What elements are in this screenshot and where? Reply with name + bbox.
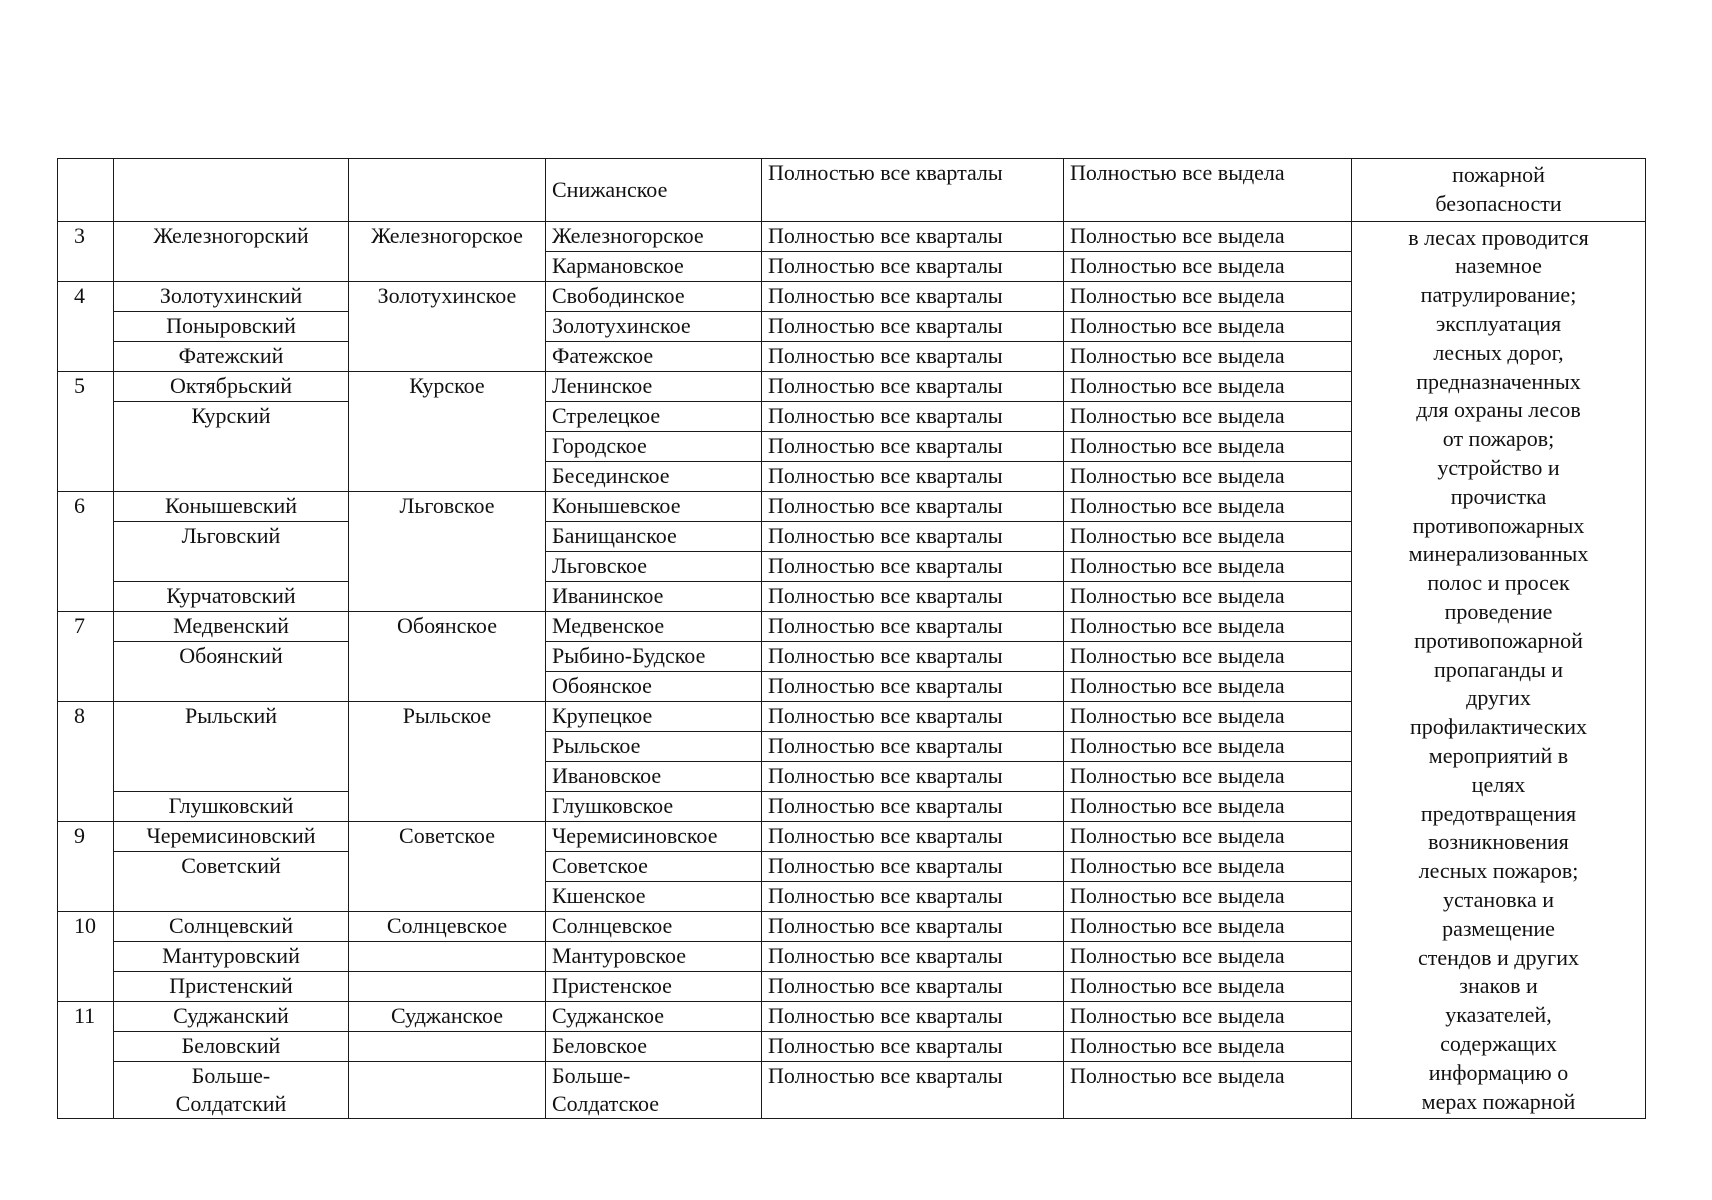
forestry-cell <box>349 1062 546 1119</box>
quarters-cell: Полностью все кварталы <box>762 972 1064 1002</box>
quarters-cell: Полностью все кварталы <box>762 281 1064 311</box>
notes-line: знаков и <box>1459 973 1538 999</box>
quarters-cell: Полностью все кварталы <box>762 431 1064 461</box>
quarters-cell: Полностью все кварталы <box>762 821 1064 851</box>
subforestry-cell: Золотухинское <box>546 311 762 341</box>
subforestry-cell: Медвенское <box>546 611 762 641</box>
subforestry-cell: Ивановское <box>546 761 762 791</box>
subforestry-cell: Конышевское <box>546 491 762 521</box>
district-cell <box>114 1062 349 1119</box>
district-cell: Суджанский <box>114 1002 349 1032</box>
units-cell: Полностью все выдела <box>1064 371 1352 401</box>
subforestry-cell: Беловское <box>546 1032 762 1062</box>
notes-line: стендов и других <box>1418 944 1579 970</box>
notes-line: информацию о <box>1428 1059 1569 1085</box>
district-cell: Медвенский <box>114 611 349 641</box>
units-cell: Полностью все выдела <box>1064 641 1352 671</box>
units-cell: Полностью все выдела <box>1064 791 1352 821</box>
notes-line: полос и просек <box>1427 570 1570 596</box>
forestry-cell <box>349 942 546 972</box>
units-cell: Полностью все выдела <box>1064 671 1352 701</box>
subforestry-cell: Свободинское <box>546 281 762 311</box>
subforestry-cell: Ленинское <box>546 371 762 401</box>
subforestry-line: Больше- <box>552 1063 631 1089</box>
quarters-cell: Полностью все кварталы <box>762 852 1064 882</box>
district-cell: Рыльский <box>114 701 349 791</box>
notes-line: лесных пожаров; <box>1418 858 1579 884</box>
notes-cell <box>1352 221 1646 1119</box>
district-cell <box>114 159 349 222</box>
subforestry-line: Солдатское <box>552 1091 660 1117</box>
district-cell: Поныровский <box>114 311 349 341</box>
notes-line: профилактических <box>1410 714 1587 740</box>
district-cell: Пристенский <box>114 972 349 1002</box>
units-cell: Полностью все выдела <box>1064 761 1352 791</box>
notes-line: от пожаров; <box>1442 426 1555 452</box>
row-number-cell: 9 <box>58 821 114 911</box>
notes-header-line: безопасности <box>1435 190 1562 216</box>
units-cell: Полностью все выдела <box>1064 521 1352 551</box>
quarters-cell: Полностью все кварталы <box>762 611 1064 641</box>
row-number-cell: 3 <box>58 221 114 281</box>
forestry-cell <box>349 972 546 1002</box>
row-number-cell: 7 <box>58 611 114 701</box>
quarters-cell: Полностью все кварталы <box>762 641 1064 671</box>
units-cell: Полностью все выдела <box>1064 551 1352 581</box>
table-row <box>58 159 1646 222</box>
table-body <box>58 159 1646 1119</box>
quarters-cell: Полностью все кварталы <box>762 942 1064 972</box>
quarters-cell: Полностью все кварталы <box>762 371 1064 401</box>
subforestry-cell: Железногорское <box>546 221 762 251</box>
row-number-cell: 8 <box>58 701 114 821</box>
notes-line: лесных дорог, <box>1433 339 1564 365</box>
row-number-cell: 5 <box>58 371 114 491</box>
subforestry-cell: Льговское <box>546 551 762 581</box>
subforestry-cell: Городское <box>546 431 762 461</box>
forestry-cell <box>349 1032 546 1062</box>
subforestry-cell: Кшенское <box>546 882 762 912</box>
subforestry-cell: Черемисиновское <box>546 821 762 851</box>
forestry-cell: Солнцевское <box>349 912 546 942</box>
forestry-cell: Суджанское <box>349 1002 546 1032</box>
quarters-cell: Полностью все кварталы <box>762 1062 1064 1119</box>
forestry-cell <box>349 159 546 222</box>
subforestry-cell: Обоянское <box>546 671 762 701</box>
forestry-cell: Курское <box>349 371 546 491</box>
subforestry-cell: Фатежское <box>546 341 762 371</box>
units-cell: Полностью все выдела <box>1064 431 1352 461</box>
subforestry-cell <box>546 1062 762 1119</box>
notes-line: для охраны лесов <box>1416 397 1581 423</box>
units-cell: Полностью все выдела <box>1064 972 1352 1002</box>
notes-line: возникновения <box>1428 829 1569 855</box>
subforestry-cell: Банищанское <box>546 521 762 551</box>
units-cell: Полностью все выдела <box>1064 491 1352 521</box>
district-line: Солдатский <box>175 1091 287 1117</box>
units-cell: Полностью все выдела <box>1064 159 1352 222</box>
forestry-cell: Советское <box>349 821 546 911</box>
quarters-cell: Полностью все кварталы <box>762 581 1064 611</box>
units-cell: Полностью все выдела <box>1064 731 1352 761</box>
notes-line: противопожарной <box>1414 627 1583 653</box>
notes-line: наземное <box>1455 253 1542 279</box>
notes-line: указателей, <box>1445 1002 1552 1028</box>
units-cell: Полностью все выдела <box>1064 281 1352 311</box>
district-line: Больше- <box>191 1063 271 1089</box>
units-cell: Полностью все выдела <box>1064 251 1352 281</box>
units-cell: Полностью все выдела <box>1064 942 1352 972</box>
district-cell: Черемисиновский <box>114 821 349 851</box>
district-cell: Советский <box>114 852 349 912</box>
notes-header-line: пожарной <box>1452 162 1545 187</box>
subforestry-cell: Крупецкое <box>546 701 762 731</box>
subforestry-cell: Кармановское <box>546 251 762 281</box>
quarters-cell: Полностью все кварталы <box>762 1032 1064 1062</box>
subforestry-cell: Суджанское <box>546 1002 762 1032</box>
forestry-cell: Золотухинское <box>349 281 546 371</box>
subforestry-cell: Глушковское <box>546 791 762 821</box>
subforestry-cell: Мантуровское <box>546 942 762 972</box>
forestry-cell: Обоянское <box>349 611 546 701</box>
units-cell: Полностью все выдела <box>1064 341 1352 371</box>
notes-line: мерах пожарной <box>1421 1088 1576 1114</box>
notes-line: других <box>1466 685 1531 711</box>
district-cell: Курчатовский <box>114 581 349 611</box>
units-cell: Полностью все выдела <box>1064 1032 1352 1062</box>
district-cell: Фатежский <box>114 341 349 371</box>
notes-line: установка и <box>1443 886 1554 912</box>
units-cell: Полностью все выдела <box>1064 221 1352 251</box>
units-cell: Полностью все выдела <box>1064 1002 1352 1032</box>
forest-fire-measures-table <box>57 158 1646 1119</box>
units-cell: Полностью все выдела <box>1064 821 1352 851</box>
quarters-cell: Полностью все кварталы <box>762 671 1064 701</box>
units-cell: Полностью все выдела <box>1064 581 1352 611</box>
district-cell: Октябрьский <box>114 371 349 401</box>
quarters-cell: Полностью все кварталы <box>762 461 1064 491</box>
forestry-cell: Льговское <box>349 491 546 611</box>
notes-line: предотвращения <box>1420 800 1577 826</box>
notes-line: устройство и <box>1437 454 1560 480</box>
quarters-cell: Полностью все кварталы <box>762 1002 1064 1032</box>
district-cell: Золотухинский <box>114 281 349 311</box>
units-cell: Полностью все выдела <box>1064 401 1352 431</box>
quarters-cell: Полностью все кварталы <box>762 701 1064 731</box>
forestry-cell: Железногорское <box>349 221 546 281</box>
district-cell: Солнцевский <box>114 912 349 942</box>
notes-line: минерализованных <box>1408 541 1589 567</box>
subforestry-cell: Солнцевское <box>546 912 762 942</box>
units-cell: Полностью все выдела <box>1064 912 1352 942</box>
district-cell: Мантуровский <box>114 942 349 972</box>
quarters-cell: Полностью все кварталы <box>762 912 1064 942</box>
notes-line: проведение <box>1444 598 1553 624</box>
units-cell: Полностью все выдела <box>1064 852 1352 882</box>
quarters-cell: Полностью все кварталы <box>762 311 1064 341</box>
row-number-cell: 10 <box>58 912 114 1002</box>
units-cell: Полностью все выдела <box>1064 461 1352 491</box>
forestry-cell: Рыльское <box>349 701 546 821</box>
units-cell: Полностью все выдела <box>1064 882 1352 912</box>
subforestry-cell: Снижанское <box>546 159 762 222</box>
notes-line: размещение <box>1442 915 1555 941</box>
notes-line: целях <box>1471 771 1526 797</box>
notes-line: патрулирование; <box>1420 282 1577 308</box>
subforestry-cell: Бесединское <box>546 461 762 491</box>
notes-line: прочистка <box>1450 483 1547 509</box>
notes-line: в лесах проводится <box>1408 224 1589 250</box>
quarters-cell: Полностью все кварталы <box>762 221 1064 251</box>
quarters-cell: Полностью все кварталы <box>762 159 1064 222</box>
row-number-cell: 6 <box>58 491 114 611</box>
row-number-cell: 4 <box>58 281 114 371</box>
district-cell: Беловский <box>114 1032 349 1062</box>
subforestry-cell: Рыбино-Будское <box>546 641 762 671</box>
table-row <box>58 221 1646 251</box>
subforestry-cell: Рыльское <box>546 731 762 761</box>
quarters-cell: Полностью все кварталы <box>762 401 1064 431</box>
notes-line: предназначенных <box>1416 368 1581 394</box>
subforestry-cell: Стрелецкое <box>546 401 762 431</box>
quarters-cell: Полностью все кварталы <box>762 731 1064 761</box>
quarters-cell: Полностью все кварталы <box>762 551 1064 581</box>
quarters-cell: Полностью все кварталы <box>762 251 1064 281</box>
notes-line: содержащих <box>1440 1030 1557 1056</box>
units-cell: Полностью все выдела <box>1064 1062 1352 1119</box>
quarters-cell: Полностью все кварталы <box>762 521 1064 551</box>
notes-line: эксплуатация <box>1435 310 1562 336</box>
quarters-cell: Полностью все кварталы <box>762 791 1064 821</box>
subforestry-cell: Советское <box>546 852 762 882</box>
district-cell: Льговский <box>114 521 349 581</box>
quarters-cell: Полностью все кварталы <box>762 491 1064 521</box>
quarters-cell: Полностью все кварталы <box>762 341 1064 371</box>
district-cell: Глушковский <box>114 791 349 821</box>
notes-line: мероприятий в <box>1428 742 1569 768</box>
quarters-cell: Полностью все кварталы <box>762 761 1064 791</box>
subforestry-cell: Иванинское <box>546 581 762 611</box>
district-cell: Железногорский <box>114 221 349 281</box>
units-cell: Полностью все выдела <box>1064 311 1352 341</box>
quarters-cell: Полностью все кварталы <box>762 882 1064 912</box>
subforestry-cell: Пристенское <box>546 972 762 1002</box>
notes-line: пропаганды и <box>1433 656 1564 682</box>
units-cell: Полностью все выдела <box>1064 611 1352 641</box>
district-cell: Конышевский <box>114 491 349 521</box>
row-number-cell: 11 <box>58 1002 114 1119</box>
row-number-cell <box>58 159 114 222</box>
notes-header-cell <box>1352 159 1646 222</box>
notes-line: противопожарных <box>1412 512 1585 538</box>
district-cell: Обоянский <box>114 641 349 701</box>
district-cell: Курский <box>114 401 349 491</box>
units-cell: Полностью все выдела <box>1064 701 1352 731</box>
